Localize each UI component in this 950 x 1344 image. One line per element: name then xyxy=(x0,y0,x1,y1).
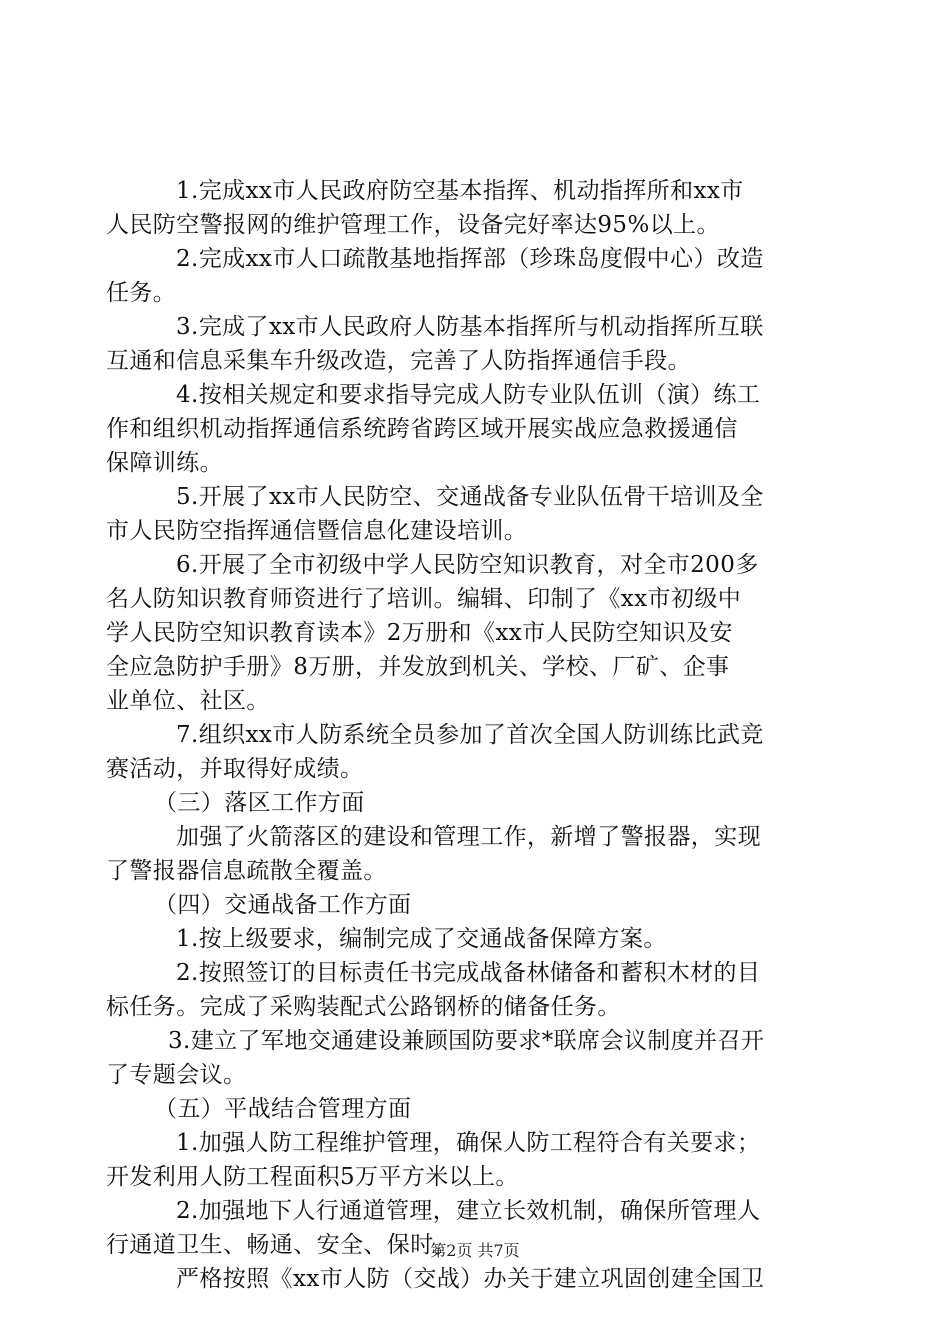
text-line: 作和组织机动指挥通信系统跨省跨区域开展实战应急救援通信 xyxy=(106,416,738,442)
text-line: 2.完成xx市人口疏散基地指挥部（珍珠岛度假中心）改造 xyxy=(176,246,764,272)
text-line: 全应急防护手册》8万册，并发放到机关、学校、厂矿、企事 xyxy=(106,654,730,680)
section-heading: （四）交通战备工作方面 xyxy=(154,892,412,918)
text-line: 4.按相关规定和要求指导完成人防专业队伍训（演）练工 xyxy=(176,382,761,408)
text-line: 加强了火箭落区的建设和管理工作，新增了警报器，实现 xyxy=(176,824,761,850)
text-line: 了警报器信息疏散全覆盖。 xyxy=(106,858,387,884)
text-line: 标任务。完成了采购装配式公路钢桥的储备任务。 xyxy=(106,994,621,1020)
text-line: 赛活动，并取得好成绩。 xyxy=(106,756,364,782)
text-line: 开发利用人防工程面积5万平方米以上。 xyxy=(106,1164,519,1190)
text-line: 3.完成了xx市人民政府人防基本指挥所与机动指挥所互联 xyxy=(176,314,764,340)
text-line: 学人民防空知识教育读本》2万册和《xx市人民防空知识及安 xyxy=(106,620,733,646)
page-number-footer: 第2页 共7页 xyxy=(430,1241,520,1260)
text-line: 了专题会议。 xyxy=(106,1062,247,1088)
text-line: 7.组织xx市人防系统全员参加了首次全国人防训练比武竞 xyxy=(176,722,764,748)
text-line: 1.完成xx市人民政府防空基本指挥、机动指挥所和xx市 xyxy=(176,178,744,204)
section-heading: （五）平战结合管理方面 xyxy=(154,1096,412,1122)
text-line: 2.按照签订的目标责任书完成战备林储备和蓄积木材的目 xyxy=(176,960,761,986)
text-line: 1.按上级要求，编制完成了交通战备保障方案。 xyxy=(176,926,667,952)
text-line: 任务。 xyxy=(106,280,177,306)
text-line: 人民防空警报网的维护管理工作，设备完好率达95%以上。 xyxy=(106,212,720,238)
text-line: 行通道卫生、畅通、安全、保时。 xyxy=(106,1232,457,1258)
text-line: 2.加强地下人行通道管理，建立长效机制，确保所管理人 xyxy=(176,1198,761,1224)
text-line: 5.开展了xx市人民防空、交通战备专业队伍骨干培训及全 xyxy=(176,484,764,510)
text-line: 1.加强人防工程维护管理，确保人防工程符合有关要求； xyxy=(176,1130,761,1156)
text-line: 保障训练。 xyxy=(106,450,223,476)
text-line: 市人民防空指挥通信暨信息化建设培训。 xyxy=(106,518,528,544)
text-line: 名人防知识教育师资进行了培训。编辑、印制了《xx市初级中 xyxy=(106,586,742,612)
text-line: 严格按照《xx市人防（交战）办关于建立巩固创建全国卫 xyxy=(176,1266,765,1292)
section-heading: （三）落区工作方面 xyxy=(154,790,365,816)
text-line: 互通和信息采集车升级改造，完善了人防指挥通信手段。 xyxy=(106,348,691,374)
text-line: 6.开展了全市初级中学人民防空知识教育，对全市200多 xyxy=(176,552,759,578)
text-line: 3.建立了军地交通建设兼顾国防要求*联席会议制度并召开 xyxy=(168,1028,765,1054)
text-line: 业单位、社区。 xyxy=(106,688,270,714)
